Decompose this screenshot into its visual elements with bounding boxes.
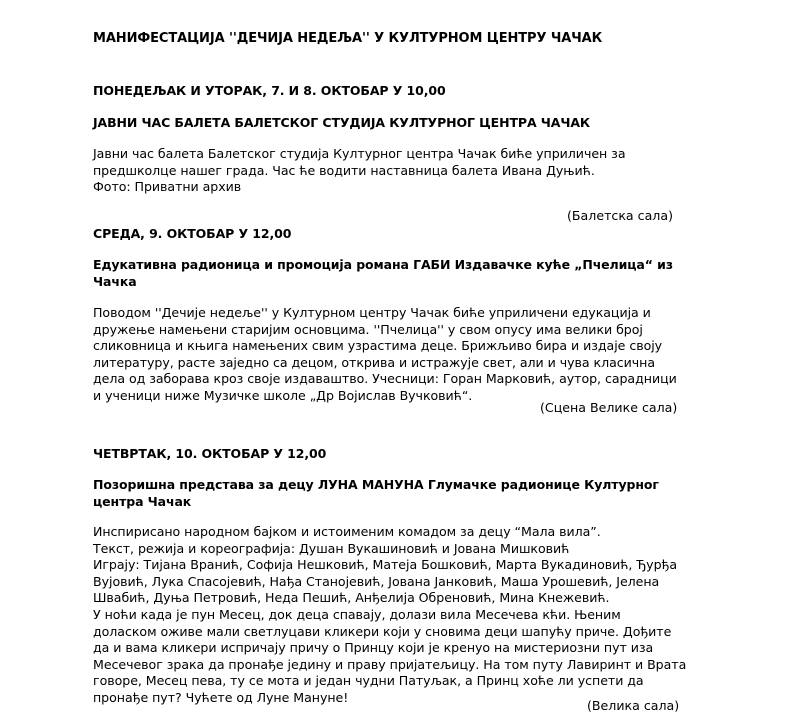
text-line: пронађе пут? Чућете од Луне Мануне! <box>93 689 349 705</box>
text-line: Швабић, Дуња Петровић, Неда Пешић, Анђелија Обреновић, Мина Кнежевић. <box>93 590 610 606</box>
section-2-date: СРЕДА, 9. ОКТОБАР У 12,00 <box>93 226 292 241</box>
text-line: Јавни час балета Балетског студија Културног центра Чачак биће уприличен за <box>93 146 626 161</box>
section-3-event-title-line-1: Позоришна представа за децу ЛУНА МАНУНА Глумачке радионице Културног <box>93 477 659 492</box>
text-line: Вујовић, Лука Спасојевић, Нађа Станојевић, Јована Јанковић, Маша Урошевић, Јелена <box>93 573 660 589</box>
section-2-description <box>93 305 677 405</box>
text-line: доласком оживе мали светлуцави кликери који у сновима деци шапућу приче. Дођите <box>93 623 672 639</box>
text-line: сликовница и књига намењених свим узрастима деце. Брижљиво бира и издаје своју <box>93 338 663 354</box>
text-line: Инспирисано народном бајком и истоименим комадом за децу “Мала вила”. <box>93 524 601 539</box>
section-1-venue: (Балетска сала) <box>567 208 673 223</box>
section-2-event-title-line-1: Едукативна радионица и промоција романа ГАБИ Издавачке куће „Пчелица“ из <box>93 257 673 272</box>
section-1-event-title: ЈАВНИ ЧАС БАЛЕТА БАЛЕТСКОГ СТУДИЈА КУЛТУРНОГ ЦЕНТРА ЧАЧАК <box>93 115 591 130</box>
section-1-description <box>93 146 625 196</box>
section-2-event-title-line-2: Чачка <box>93 274 137 289</box>
text-line: и ученици ниже Музичке школе „Др Војислав Вучковић“. <box>93 387 473 403</box>
text-line: дружење намењени старијим основцима. ''Пчелица'' у свом опусу има велики број <box>93 321 643 337</box>
document-title: МАНИФЕСТАЦИЈА ''ДЕЧИЈА НЕДЕЉА'' У КУЛТУРНОМ ЦЕНТРУ ЧАЧАК <box>93 31 603 46</box>
text-line: Текст, режија и кореографија: Душан Вукашиновић и Јована Мишковић <box>93 540 570 556</box>
text-line: дела од заборава кроз своје издаваштво. Учесници: Горан Марковић, аутор, сарадници <box>93 371 677 387</box>
section-3-event-title-line-2: центра Чачак <box>93 494 192 509</box>
text-line: У ноћи када је пун Месец, док деца спавају, долази вила Месечева кћи. Њеним <box>93 606 621 622</box>
section-3-venue: (Велика сала) <box>587 698 680 713</box>
text-line: Поводом ''Дечије недеље'' у Културном центру Чачак биће уприличени едукација и <box>93 305 651 320</box>
section-3-date: ЧЕТВРТАК, 10. ОКТОБАР У 12,00 <box>93 446 327 461</box>
text-line: Фото: Приватни архив <box>93 179 242 195</box>
text-line: предшколце нашег града. Час ће водити наставница балета Ивана Дуњић. <box>93 162 595 178</box>
text-line: Играју: Тијана Вранић, Софија Нешковић, Матеја Бошковић, Марта Вукадиновић, Ђурђа <box>93 557 678 573</box>
text-line: литературу, расте заједно са децом, открива и истражује свет, али и чува класична <box>93 354 655 370</box>
text-line: да и вама кликери испричају причу о Принцу који је кренуо на мистериозни пут иза <box>93 640 654 656</box>
section-2-venue: (Сцена Велике сала) <box>540 400 678 415</box>
text-line: говоре, Месец пева, ту се мота и један чудни Патуљак, а Принц хоће ли успети да <box>93 673 644 689</box>
section-3-description <box>93 524 686 707</box>
section-1-date: ПОНЕДЕЉАК И УТОРАК, 7. И 8. ОКТОБАР У 10,00 <box>93 83 446 98</box>
text-line: Месечевог зрака да пронађе једину и праву пријатељицу. На том путу Лавиринт и Врата <box>93 656 687 672</box>
